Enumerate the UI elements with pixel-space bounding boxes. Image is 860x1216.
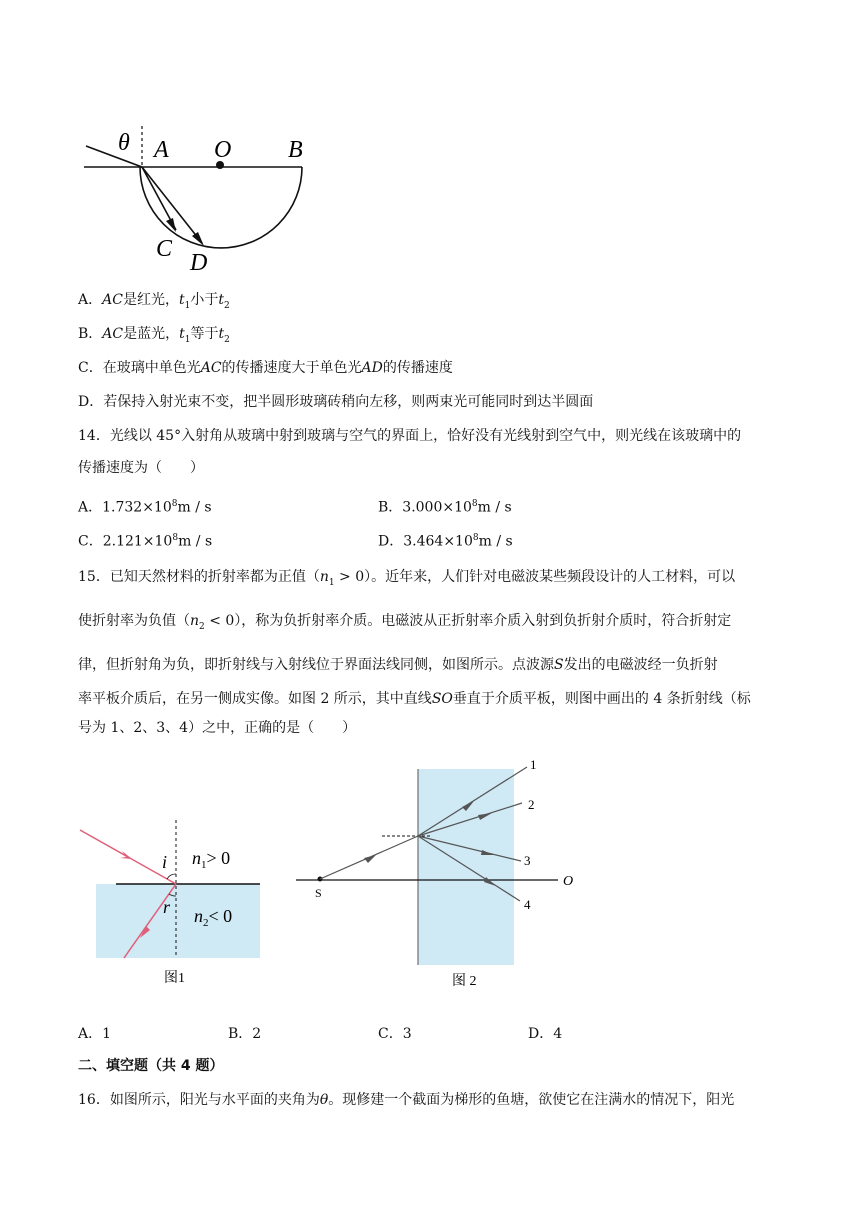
q13-b-var1: AC [102,326,124,342]
q15-l4-b: 垂直于介质平板，则图中画出的 4 条折射线（标 [452,691,751,707]
q14-c-label: C． [78,533,103,550]
q14-d-mantissa: 3.464×10 [403,533,473,550]
q14-option-d [378,528,513,552]
label-O: O [214,137,232,163]
fig1-n1-rel: > 0 [206,848,231,868]
q15-stem-line1 [78,567,735,593]
q15-stem-line2 [78,611,731,637]
q15-l2-sub: 2 [199,621,205,632]
q13-c-text2: 的传播速度 [382,360,453,376]
q14-a-exp: 8 [171,499,178,509]
label-S: S [315,886,322,900]
q15-l1-a: 15．已知天然材料的折射率都为正值（ [78,569,320,585]
q14-b-unit: m / s [477,499,512,516]
q13-a-sub3: 2 [223,300,230,311]
label-D: D [190,250,208,276]
label-A: A [154,137,169,163]
q15-option-a: A．1 [78,1026,112,1042]
q15-option-d: D．4 [528,1026,563,1042]
q13-b-sub2: 1 [184,334,191,345]
fig1-n1 [192,848,230,871]
q14-stem-line2: 传播速度为（ ） [78,460,204,476]
label-C: C [156,236,173,262]
label-ray-4: 4 [524,897,531,912]
q16-l1-b: 。现修建一个截面为梯形的鱼塘，欲使它在注满水的情况下，阳光 [328,1092,735,1108]
q14-option-a [78,494,212,518]
q13-c-text1: 的传播速度大于单色光 [221,360,362,376]
q16-l1-a: 16．如图所示，阳光与水平面的夹角为 [78,1092,320,1108]
q15-l4-a: 率平板介质后，在另一侧成实像。如图 2 所示，其中直线 [78,691,432,707]
q13-a-sub2: 1 [184,300,191,311]
negative-medium-region [96,884,260,958]
incident-ray [86,146,142,167]
figure-1 [70,800,270,1020]
q16-theta: θ [319,1092,329,1108]
label-O: O [563,874,574,889]
semicircle-glass-figure [0,0,860,290]
fig1-angle-i [167,874,176,879]
q13-b-text1: 是蓝光， [123,326,180,342]
q13-option-c [78,358,453,378]
q14-a-mantissa: 1.732×10 [102,499,172,516]
q14-c-mantissa: 2.121×10 [102,533,173,550]
q15-stem-line5: 号为 1、2、3、4）之中，正确的是（ ） [78,720,357,736]
q15-l3-b: 发出的电磁波经一负折射 [563,657,718,673]
q15-stem-line4 [78,689,751,709]
q15-l3-s: S [554,657,564,673]
fig1-n2-symbol: n [194,906,203,926]
figure-2 [290,755,590,995]
q14-option-c [78,528,212,552]
q13-c-var2: AD [361,360,383,376]
incident-arrow [364,855,376,863]
q13-a-var2: t [178,292,185,308]
q13-b-sub3: 2 [224,334,230,345]
q13-c-var1: AC [200,360,222,376]
q13-b-var3: t [218,326,225,342]
fig2-caption: 图 2 [452,974,477,989]
q13-option-a [78,290,230,316]
q14-b-label: B． [378,499,403,516]
q15-option-c: C．3 [378,1026,412,1042]
q13-option-d: D．若保持入射光束不变，把半圆形玻璃砖稍向左移，则两束光可能同时到达半圆面 [78,394,594,410]
q13-option-b [78,324,230,350]
q15-l1-sub: 1 [328,577,335,588]
q16-stem-line1 [78,1090,734,1110]
q13-b-prefix: B． [78,326,103,342]
fig1-n2 [194,906,232,929]
label-ray-1: 1 [530,757,537,772]
q15-l2-a: 使折射率为负值（ [78,613,190,629]
q14-d-label: D． [378,533,404,550]
fig1-caption: 图1 [164,971,185,986]
q14-c-unit: m / s [178,533,213,550]
fig1-n2-rel: < 0 [208,906,233,926]
q13-a-var3: t [218,292,224,308]
q13-a-text1: 是红光， [122,292,179,308]
q14-option-b [378,494,512,518]
fig1-label-i: i [162,852,168,872]
q15-l1-rel: > 0 [334,569,365,585]
fig1-label-r: r [163,897,171,917]
section-title: 二、填空题（共 4 题） [78,1058,224,1074]
q15-option-b: B．2 [228,1026,262,1042]
q13-c-prefix: C．在玻璃中单色光 [78,360,201,376]
q13-b-var2: t [179,326,185,342]
label-theta: θ [118,130,130,156]
label-ray-3: 3 [524,853,531,868]
fig1-incident-arrow [120,851,132,859]
fig1-n1-symbol: n [192,848,201,868]
q15-l2-rel: < 0 [204,613,235,629]
q14-a-label: A． [78,499,103,516]
q13-a-var1: AC [102,292,123,308]
q15-l4-so: SO [431,691,453,707]
label-ray-2: 2 [528,797,535,812]
fig1-n2-sub: 2 [203,917,209,929]
q13-b-text2: 等于 [190,326,219,342]
label-B: B [288,137,303,163]
q14-a-unit: m / s [177,499,212,516]
q14-b-mantissa: 3.000×10 [402,499,472,516]
q15-l2-n: n [190,613,200,629]
q14-b-exp: 8 [471,499,478,509]
fig1-n1-sub: 1 [201,859,207,871]
q15-l1-n: n [319,569,329,585]
q13-a-text2: 小于 [190,292,219,308]
q14-c-exp: 8 [172,533,179,543]
q15-stem-line3 [78,655,718,675]
q15-l2-b: ），称为负折射率介质。电磁波从正折射率介质入射到负折射介质时，符合折射定 [234,613,732,629]
q15-l3-a: 律，但折射角为负，即折射线与入射线位于界面法线同侧，如图所示。点波源 [78,657,554,673]
q14-stem-line1: 14．光线以 45°入射角从玻璃中射到玻璃与空气的界面上，恰好没有光线射到空气中，则光线在该玻璃中的 [78,428,742,444]
q14-d-unit: m / s [478,533,513,550]
q13-a-prefix: A． [78,292,103,308]
q14-d-exp: 8 [472,533,479,543]
q15-l1-b: ）。近年来，人们针对电磁波某些频段设计的人工材料，可以 [364,569,736,585]
